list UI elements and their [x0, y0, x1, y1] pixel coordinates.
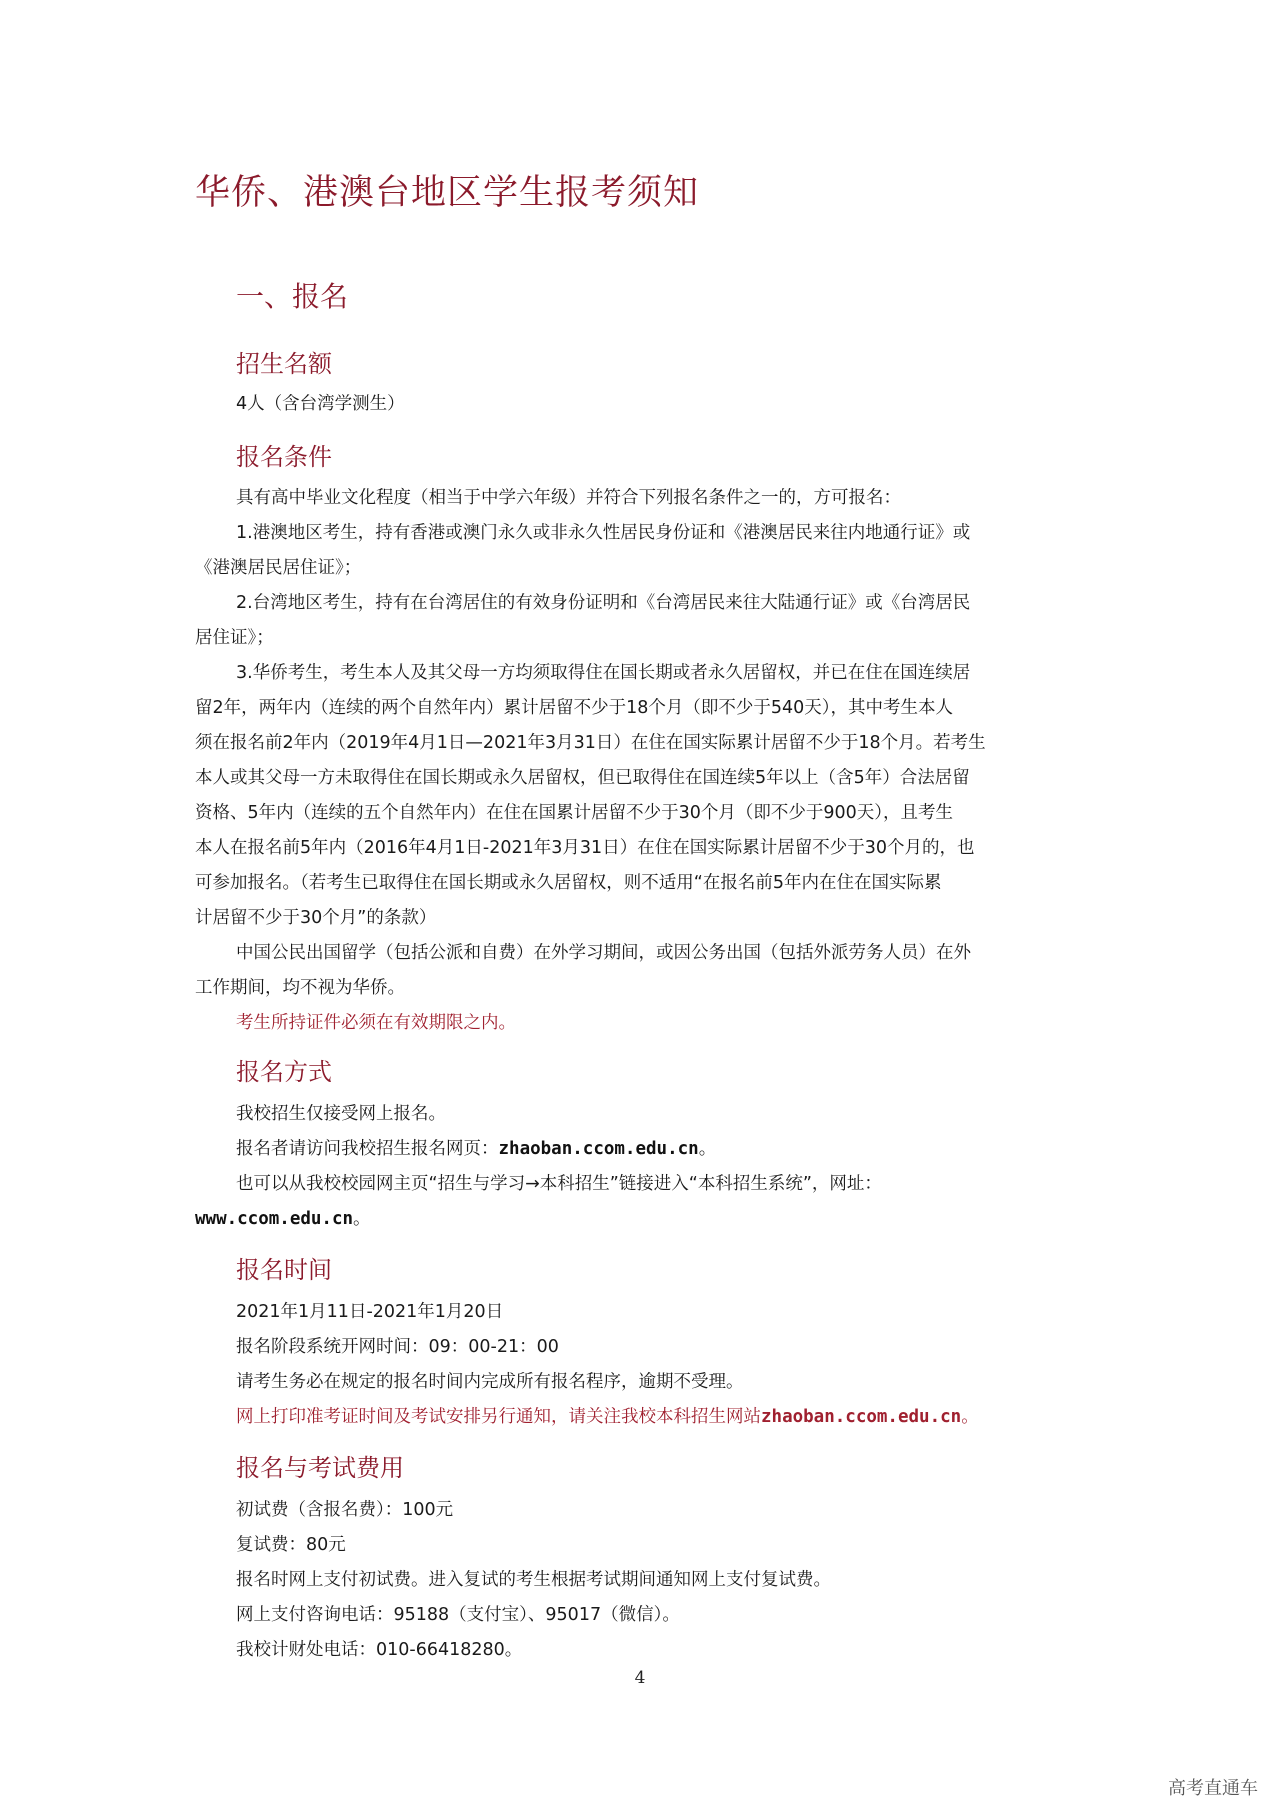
condition-3-line-8: 计居留不少于30个月”的条款） — [195, 908, 437, 928]
method-line-1: 我校招生仅接受网上报名。 — [236, 1104, 446, 1124]
condition-3-line-4: 本人或其父母一方未取得住在国长期或永久居留权，但已取得住在国连续5年以上（含5年）合法居留 — [195, 768, 970, 788]
watermark: 高考直通车 — [1168, 1778, 1258, 1799]
condition-3-line-2: 留2年，两年内（连续的两个自然年内）累计居留不少于18个月（即不少于540天），其中考生本人 — [195, 698, 954, 718]
page-title: 华侨、港澳台地区学生报考须知 — [195, 173, 700, 213]
time-line-2: 报名阶段系统开网时间：09：00-21：00 — [236, 1337, 559, 1357]
registration-link[interactable]: zhaoban.ccom.edu.cn — [498, 1139, 699, 1159]
condition-2-line-2: 居住证》； — [195, 628, 274, 648]
subheading-fees: 报名与考试费用 — [236, 1454, 404, 1482]
subheading-conditions: 报名条件 — [236, 443, 332, 471]
subheading-time: 报名时间 — [236, 1256, 332, 1284]
condition-1-line-1: 1.港澳地区考生，持有香港或澳门永久或非永久性居民身份证和《港澳居民来往内地通行证》或 — [236, 523, 971, 543]
campus-homepage-link[interactable]: www.ccom.edu.cn — [195, 1209, 354, 1229]
overseas-note-line-1: 中国公民出国留学（包括公派和自费）在外学习期间，或因公务出国（包括外派劳务人员）在外 — [236, 943, 971, 963]
time-line-1: 2021年1月11日-2021年1月20日 — [236, 1302, 504, 1322]
condition-3-line-7: 可参加报名。（若考生已取得住在国长期或永久居留权，则不适用“在报名前5年内在住在国实际累 — [195, 873, 942, 893]
method-line-4-suffix: 。 — [353, 1209, 371, 1229]
method-line-3: 也可以从我校校园网主页“招生与学习→本科招生”链接进入“本科招生系统”，网址： — [236, 1174, 882, 1194]
section-heading-registration: 一、报名 — [236, 280, 349, 313]
condition-3-line-5: 资格、5年内（连续的五个自然年内）在住在国累计居留不少于30个月（即不少于900天），且考生 — [195, 803, 954, 823]
method-line-2-prefix: 报名者请访问我校招生报名网页： — [236, 1139, 499, 1159]
method-line-4 — [195, 1207, 371, 1231]
time-line-4 — [236, 1405, 979, 1429]
method-line-2 — [236, 1137, 716, 1161]
condition-3-line-3: 须在报名前2年内（2019年4月1日—2021年3月31日）在住在国实际累计居留不少于18个月。若考生 — [195, 733, 986, 753]
fees-line-4: 网上支付咨询电话：95188（支付宝）、95017（微信）。 — [236, 1605, 680, 1625]
quota-text: 4人（含台湾学测生） — [236, 394, 405, 414]
overseas-note-line-2: 工作期间，均不视为华侨。 — [195, 978, 405, 998]
condition-3-line-1: 3.华侨考生，考生本人及其父母一方均须取得住在国长期或者永久居留权，并已在住在国连续居 — [236, 663, 971, 683]
conditions-intro: 具有高中毕业文化程度（相当于中学六年级）并符合下列报名条件之一的，方可报名： — [236, 488, 901, 508]
page-number: 4 — [634, 1668, 646, 1688]
method-line-2-suffix: 。 — [698, 1139, 717, 1159]
subheading-quota: 招生名额 — [236, 350, 332, 378]
time-line-3: 请考生务必在规定的报名时间内完成所有报名程序，逾期不受理。 — [236, 1372, 744, 1392]
time-line-4-suffix: 。 — [961, 1407, 979, 1427]
condition-1-line-2: 《港澳居民居住证》； — [195, 558, 362, 578]
condition-3-line-6: 本人在报名前5年内（2016年4月1日-2021年3月31日）在住在国实际累计居留不少于30个月的，也 — [195, 838, 975, 858]
fees-line-2: 复试费：80元 — [236, 1535, 346, 1555]
fees-line-5: 我校计财处电话：010-66418280。 — [236, 1640, 523, 1660]
admissions-site-link[interactable]: zhaoban.ccom.edu.cn — [761, 1407, 962, 1427]
time-line-4-prefix: 网上打印准考证时间及考试安排另行通知，请关注我校本科招生网站 — [236, 1407, 761, 1427]
fees-line-1: 初试费（含报名费）：100元 — [236, 1500, 454, 1520]
condition-2-line-1: 2.台湾地区考生，持有在台湾居住的有效身份证明和《台湾居民来往大陆通行证》或《台湾居民 — [236, 593, 971, 613]
fees-line-3: 报名时网上支付初试费。进入复试的考生根据考试期间通知网上支付复试费。 — [236, 1570, 831, 1590]
validity-note: 考生所持证件必须在有效期限之内。 — [236, 1013, 516, 1033]
subheading-method: 报名方式 — [236, 1058, 332, 1086]
